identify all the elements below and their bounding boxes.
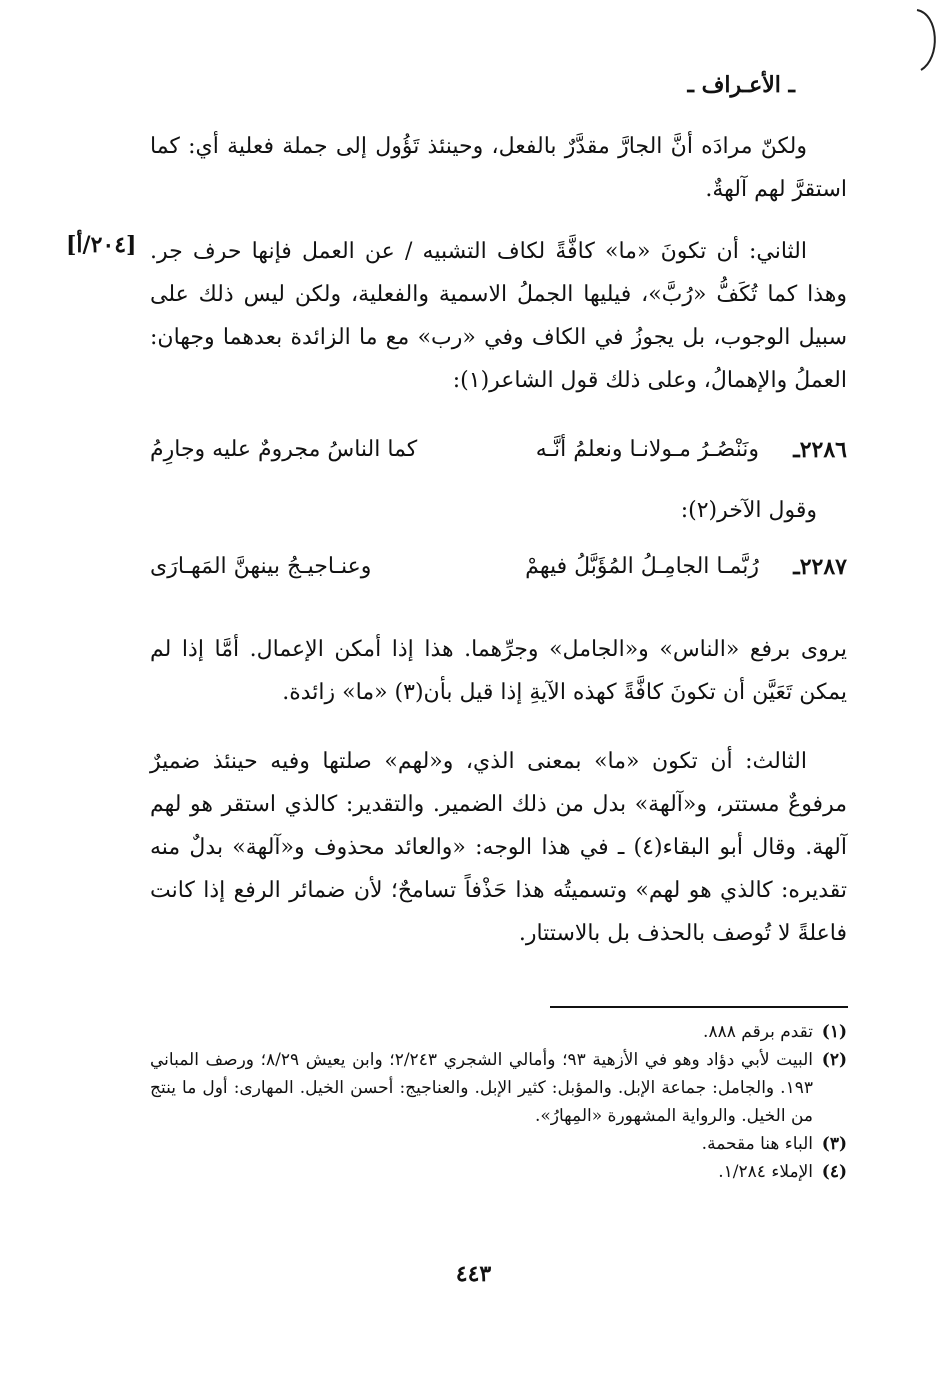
footnote-1 xyxy=(150,1018,847,1046)
footnotes xyxy=(150,1018,847,1186)
page-curl-mark xyxy=(913,8,943,72)
running-header: ـ الأعـراف ـ xyxy=(687,72,795,98)
verse-intro: وقول الآخر(٢): xyxy=(680,498,817,523)
footnote-separator xyxy=(550,1006,848,1008)
footnote-number: (٤) xyxy=(821,1162,847,1182)
paragraph-2: الثاني: أن تكونَ «ما» كافَّةً لكاف التشبيه / عن العمل فإنها حرف جر. وهذا كما تُكَفُّ «رُبَّ»، فيليها الجملُ الاسمية والفعلية، ولكن ليس ذلك على سبيل الوجوب، بل يجوزُ في الكاف وفي «رب» مع ما الزائدة بعدهما وجهان: العملُ والإهمالُ، وعلى ذلك قول الشاعر(١): xyxy=(150,239,847,393)
footnote-number: (١) xyxy=(821,1022,847,1042)
footnote-4 xyxy=(150,1158,847,1186)
footnote-2 xyxy=(150,1046,847,1130)
footnote-text: تقدم برقم ٨٨٨. xyxy=(703,1022,813,1042)
verse-second-hemistich: وعنـاجيـجُ بينهنَّ المَهـارَى xyxy=(150,554,372,579)
paragraph-1: ولكنّ مرادَه أنَّ الجارَّ مقدَّرٌ بالفعل، وحينئذ تَؤُول إلى جملة فعلية أي: كما استقرَّ لهم آلهةٌ. xyxy=(150,134,847,202)
verse-number: ٢٢٨٦ـ xyxy=(793,437,847,463)
verse-2286 xyxy=(150,437,847,481)
verse-number: ٢٢٨٧ـ xyxy=(793,554,847,580)
margin-manuscript-reference: [٢٠٤/أ] xyxy=(66,232,137,258)
paragraph-4: الثالث: أن تكون «ما» بمعنى الذي، و«لهم» صلتها وفيه حينئذ ضميرٌ مرفوعٌ مستتر، و«آلهة» بدل من ذلك الضمير. والتقدير: كالذي استقر هو لهم آلهة. وقال أبو البقاء(٤) ـ في هذا الوجه: «والعائد محذوف و«آلهة» بدلٌ منه تقديره: كالذي هو لهم» وتسميتُه هذا حَذْفاً تسامحٌ؛ لأن ضمائر الرفع إذا كانت فاعلةً لا تُوصف بالحذف بل بالاستتار. xyxy=(150,749,847,946)
footnote-number: (٢) xyxy=(821,1050,847,1070)
footnote-text: الباء هنا مقحمة. xyxy=(701,1134,813,1154)
footnote-number: (٣) xyxy=(821,1134,847,1154)
page-number: ٤٤٣ xyxy=(455,1261,492,1287)
paragraph-3: يروى برفع «الناس» و«الجامل» وجرِّهما. هذا إذا أمكن الإعمال. أمَّا إذا لم يمكن تَعَيَّن أن تكونَ كافَّةً كهذه الآيةِ إذا قيل بأن(٣) «ما» زائدة. xyxy=(150,637,848,705)
verse-second-hemistich: كما الناسُ مجرومٌ عليه وجارِمُ xyxy=(150,437,418,462)
verse-first-hemistich: ونَنْصُـرُ مـولانـا ونعلمُ أنَّـه xyxy=(535,437,759,462)
verse-2287 xyxy=(150,554,847,598)
verse-first-hemistich: رُبَّمـا الجامِـلُ المُؤَبَّلُ فيهمْ xyxy=(525,554,759,579)
footnote-3 xyxy=(150,1130,847,1158)
footnote-text: الإملاء ١/٢٨٤. xyxy=(718,1162,813,1182)
footnote-text: البيت لأبي دؤاد وهو في الأزهية ٩٣؛ وأمالي الشجري ٢/٢٤٣؛ وابن يعيش ٨/٢٩؛ ورصف المباني ١٩٣. والجامل: جماعة الإبل. والمؤبل: كثير الإبل. والعناجيج: أحسن الخيل. المهارى: أول ما ينتج من الخيل. والرواية المشهورة «المِهارُ». xyxy=(150,1050,813,1126)
